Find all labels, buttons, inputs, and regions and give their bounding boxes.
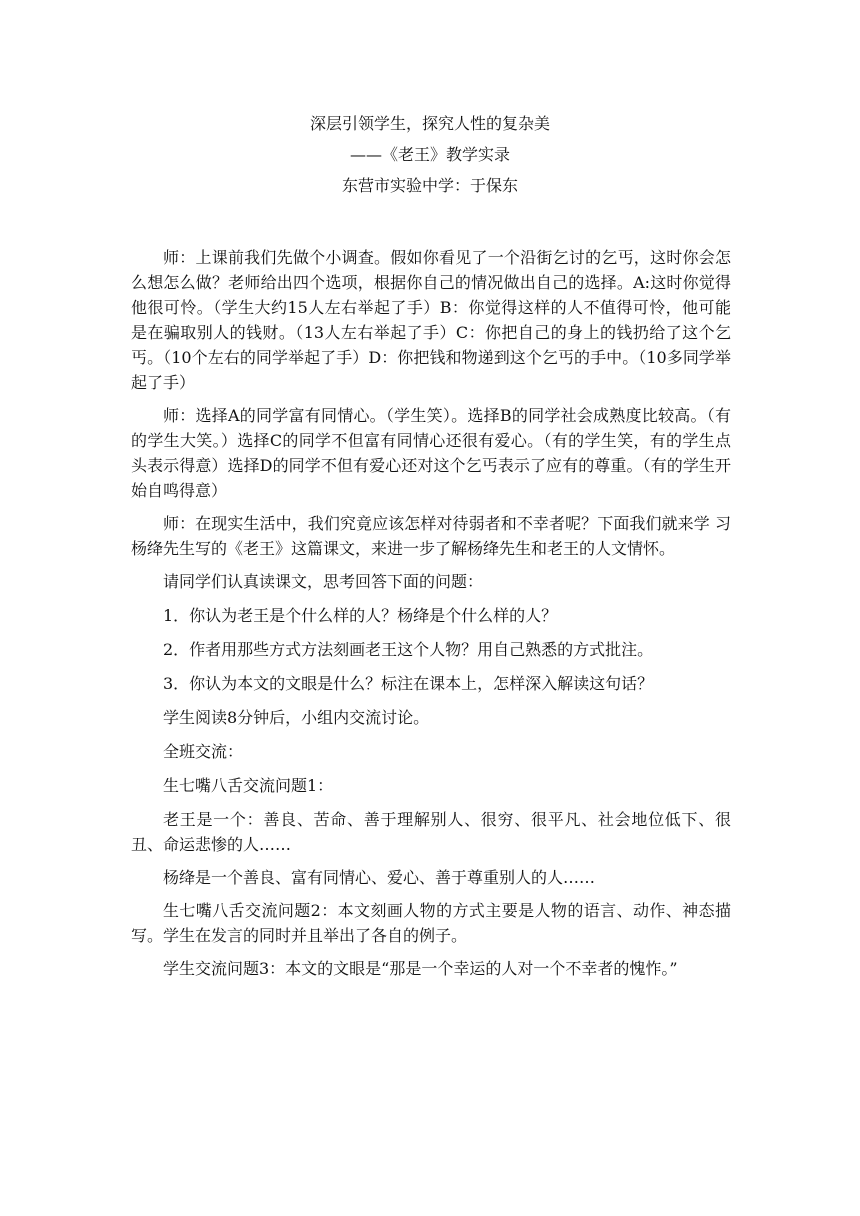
paragraph-reading-time: 学生阅读8分钟后，小组内交流讨论。 [163, 708, 430, 727]
paragraph-choice-comments: 师：选择A的同学富有同情心。（学生笑）。选择B的同学社会成熟度比较高。（有的学生大笑。）选择C的同学不但富有同情心还很有爱心。（有的学生笑，有的学生点头表示得意）选择D的同学不但有爱心还对这个乞丐表示了应有的尊重。（有的学生开始自鸣得意） [131, 406, 731, 500]
question-1: 1．你认为老王是个什么样的人？杨绛是个什么样的人？ [163, 606, 558, 625]
paragraph-question-1-heading: 生七嘴八舌交流问题1： [163, 776, 334, 795]
paragraph-survey: 师：上课前我们先做个小调查。假如你看见了一个沿街乞讨的乞丐，这时你会怎么想怎么做？老师给出四个选项，根据你自己的情况做出自己的选择。A:这时你觉得他很可怜。（学生大约15人左右举起了手）B：你觉得这样的人不值得可怜，他可能是在骗取别人的钱财。（13人左右举起了手）C：你把自己的身上的钱扔给了这个乞丐。（10个左右的同学举起了手）D：你把钱和物递到这个乞丐的手中。（10多同学举起了手） [131, 248, 731, 392]
question-2: 2．作者用那些方式方法刻画老王这个人物？用自己熟悉的方式批注。 [163, 640, 654, 659]
paragraph-lesson-intro: 师：在现实生活中，我们究竟应该怎样对待弱者和不幸者呢？下面我们就来学 习杨绛先生写的《老王》这篇课文，来进一步了解杨绛先生和老王的人文情怀。 [131, 514, 731, 558]
paragraph-question-3-answer: 学生交流问题3：本文的文眼是“那是一个幸运的人对一个不幸者的愧怍。” [163, 959, 678, 978]
paragraph-class-exchange: 全班交流： [163, 742, 244, 761]
document-subtitle: ——《老王》教学实录 [349, 145, 510, 164]
paragraph-yangjiang-traits: 杨绛是一个善良、富有同情心、爱心、善于尊重别人的人…… [163, 868, 596, 887]
question-3: 3．你认为本文的文眼是什么？标注在课本上，怎样深入解读这句话？ [163, 674, 654, 693]
paragraph-instructions: 请同学们认真读课文，思考回答下面的问题： [163, 572, 484, 591]
author-line: 东营市实验中学：于保东 [341, 176, 518, 195]
paragraph-laowang-traits: 老王是一个：善良、苦命、善于理解别人、很穷、很平凡、社会地位低下、很丑、命运悲惨的人…… [131, 810, 731, 854]
document-title: 深层引领学生，探究人性的复杂美 [309, 114, 550, 133]
paragraph-question-2-answer: 生七嘴八舌交流问题2：本文刻画人物的方式主要是人物的语言、动作、神态描写。学生在发言的同时并且举出了各自的例子。 [131, 901, 731, 945]
title-block [0, 108, 860, 201]
document-body [131, 245, 731, 989]
